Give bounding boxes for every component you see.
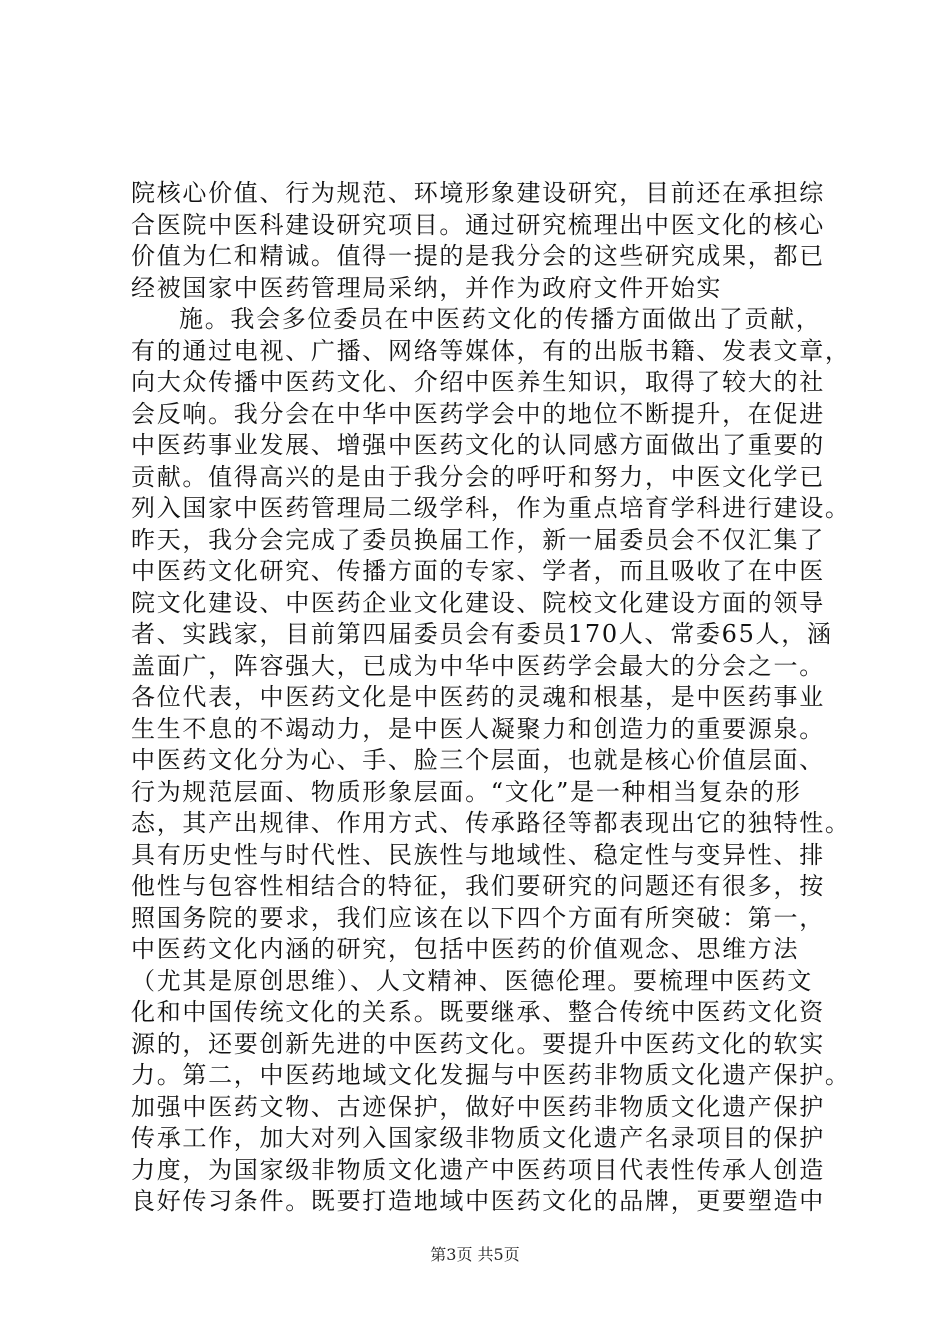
text-line: 者、实践家，目前第四届委员会有委员170人、常委65人，涵 (131, 620, 833, 648)
text-line: 院文化建设、中医药企业文化建设、院校文化建设方面的领导 (131, 588, 825, 617)
text-line: 贡献。值得高兴的是由于我分会的呼吁和努力，中医文化学已 (131, 462, 825, 491)
page-footer: 第3页 共5页 (430, 1245, 520, 1264)
text-line: 行为规范层面、物质形象层面。“文化”是一种相当复杂的形 (131, 777, 802, 806)
text-line: 各位代表，中医药文化是中医药的灵魂和根基，是中医药事业 (131, 683, 825, 711)
text-line: 良好传习条件。既要打造地域中医药文化的品牌，更要塑造中 (131, 1187, 825, 1215)
text-line: 会反响。我分会在中华中医药学会中的地位不断提升，在促进 (131, 399, 825, 428)
text-line: 价值为仁和精诚。值得一提的是我分会的这些研究成果，都已 (131, 242, 825, 270)
text-line: 他性与包容性相结合的特征，我们要研究的问题还有很多，按 (131, 872, 825, 900)
text-line: 中医药事业发展、增强中医药文化的认同感方面做出了重要的 (131, 431, 825, 459)
text-line: 施。我会多位委员在中医药文化的传播方面做出了贡献， (179, 305, 822, 333)
text-line: 化和中国传统文化的关系。既要继承、整合传统中医药文化资 (131, 998, 825, 1026)
text-line: 加强中医药文物、古迹保护，做好中医药非物质文化遗产保护 (131, 1092, 825, 1121)
text-line: 盖面广，阵容强大，已成为中华中医药学会最大的分会之一。 (131, 651, 825, 680)
text-line: 具有历史性与时代性、民族性与地域性、稳定性与变异性、排 (131, 840, 825, 869)
text-line: 源的，还要创新先进的中医药文化。要提升中医药文化的软实 (131, 1029, 825, 1058)
text-line: 向大众传播中医药文化、介绍中医养生知识，取得了较大的社 (131, 368, 825, 396)
text-line: 合医院中医科建设研究项目。通过研究梳理出中医文化的核心 (131, 210, 825, 239)
text-line: 生生不息的不竭动力，是中医人凝聚力和创造力的重要源泉。 (131, 714, 825, 743)
text-line: 力。第二，中医药地域文化发掘与中医药非物质文化遗产保护。 (131, 1061, 851, 1089)
text-line: 传承工作，加大对列入国家级非物质文化遗产名录项目的保护 (131, 1124, 825, 1152)
text-line: 列入国家中医药管理局二级学科，作为重点培育学科进行建设。 (131, 494, 851, 522)
text-line: 昨天，我分会完成了委员换届工作，新一届委员会不仅汇集了 (131, 525, 825, 554)
text-line: 中医药文化研究、传播方面的专家、学者，而且吸收了在中医 (131, 557, 825, 585)
text-line: 力度，为国家级非物质文化遗产中医药项目代表性传承人创造 (131, 1155, 825, 1184)
text-line: 态，其产出规律、作用方式、传承路径等都表现出它的独特性。 (131, 809, 851, 837)
text-line: （尤其是原创思维）、人文精神、医德伦理。要梳理中医药文 (131, 966, 813, 995)
text-line: 有的通过电视、广播、网络等媒体，有的出版书籍、发表文章， (131, 336, 851, 365)
text-line: 院核心价值、行为规范、环境形象建设研究，目前还在承担综 (131, 179, 825, 207)
text-line: 经被国家中医药管理局采纳，并作为政府文件开始实 (131, 273, 723, 302)
body-text (131, 178, 851, 1218)
text-line: 中医药文化分为心、手、脸三个层面，也就是核心价值层面、 (131, 746, 825, 774)
text-line: 照国务院的要求，我们应该在以下四个方面有所突破：第一， (131, 903, 825, 932)
text-line: 中医药文化内涵的研究，包括中医药的价值观念、思维方法 (131, 935, 800, 963)
